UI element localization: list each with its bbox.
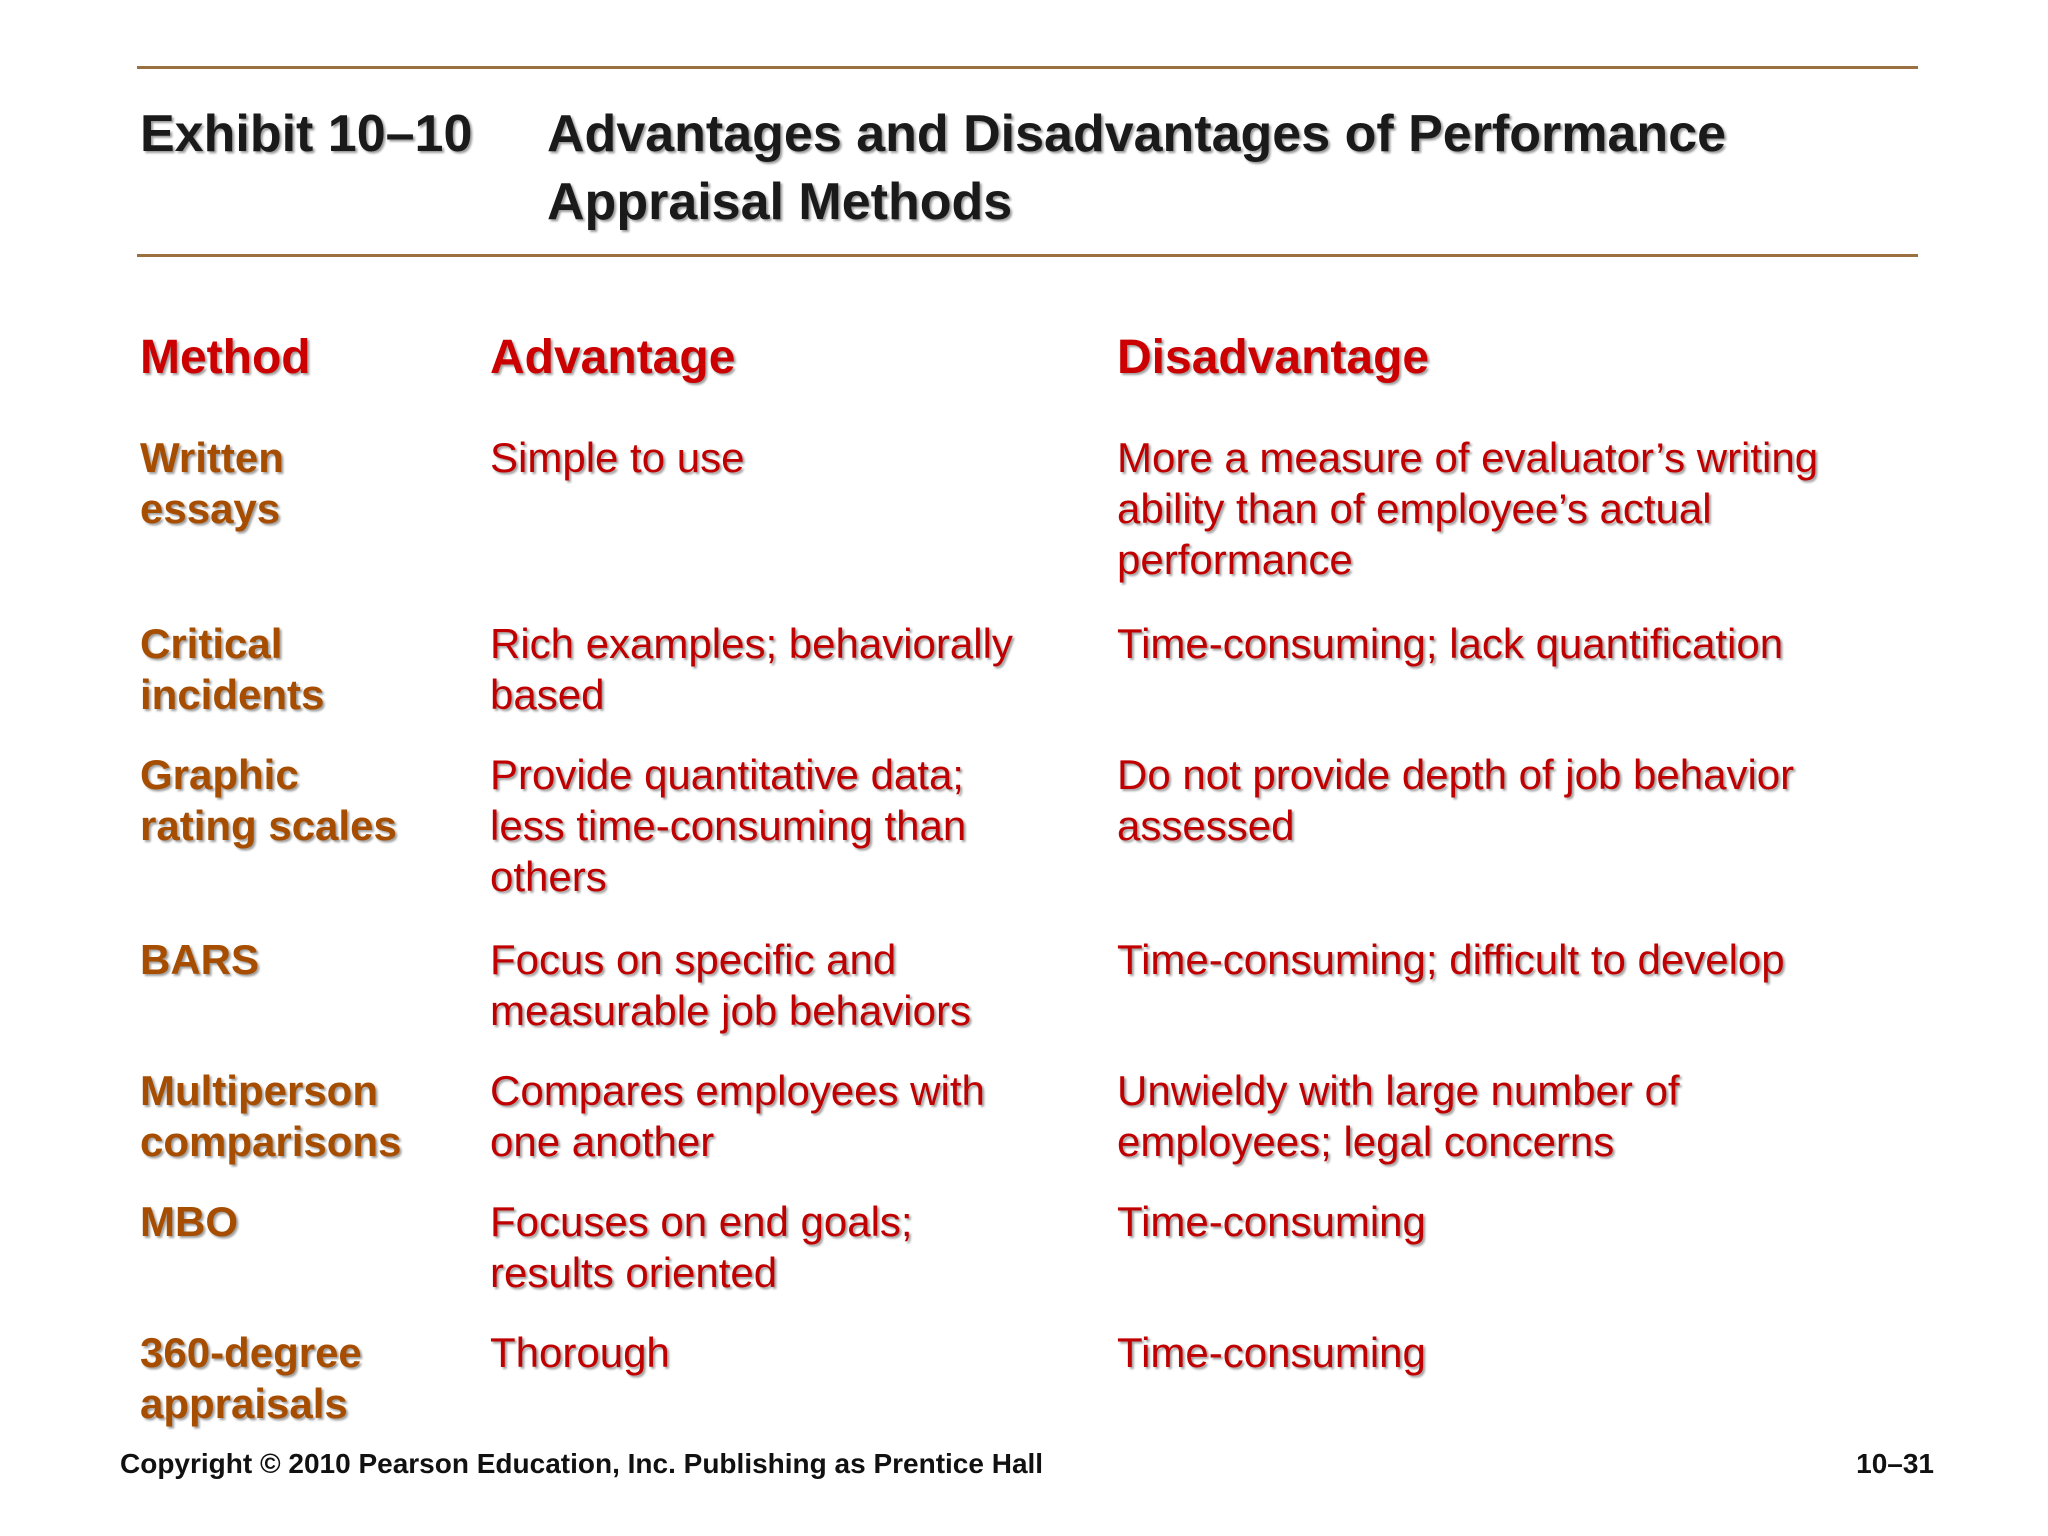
header-disadvantage: Disadvantage (1117, 331, 1430, 384)
method-cell: Multiperson comparisons (140, 1067, 402, 1165)
page-number: 10–31 (1856, 1448, 1934, 1479)
advantage-cell: Simple to use (490, 434, 745, 481)
disadvantage-cell: Time-consuming (1117, 1329, 1426, 1376)
bottom-rule (137, 254, 1918, 257)
advantage-cell: Provide quantitative data; less time-consuming than others (490, 751, 967, 900)
method-cell: Graphic rating scales (140, 751, 397, 849)
top-rule (137, 66, 1918, 69)
advantage-cell: Focuses on end goals; results oriented (490, 1198, 913, 1296)
disadvantage-cell: Time-consuming (1117, 1198, 1426, 1245)
disadvantage-cell: Time-consuming; difficult to develop (1117, 936, 1785, 983)
title-line-1: Advantages and Disadvantages of Performance (547, 105, 1727, 163)
advantage-cell: Focus on specific and measurable job behaviors (490, 936, 971, 1034)
method-cell: BARS (140, 936, 260, 983)
exhibit-number: Exhibit 10–10 (140, 105, 473, 163)
title-line-2: Appraisal Methods (547, 173, 1013, 231)
method-cell: Critical incidents (140, 620, 325, 718)
title-text (547, 100, 1947, 236)
copyright-notice: Copyright © 2010 Pearson Education, Inc. Publishing as Prentice Hall (120, 1448, 1044, 1479)
advantage-cell: Rich examples; behaviorally based (490, 620, 1013, 718)
disadvantage-cell: Do not provide depth of job behavior assessed (1117, 751, 1795, 849)
advantage-cell: Thorough (490, 1329, 670, 1376)
method-cell: MBO (140, 1198, 238, 1245)
disadvantage-cell: More a measure of evaluator’s writing ability than of employee’s actual performance (1117, 434, 1819, 583)
header-advantage: Advantage (490, 331, 736, 384)
advantage-cell: Compares employees with one another (490, 1067, 985, 1165)
method-cell: 360-degree appraisals (140, 1329, 362, 1427)
disadvantage-cell: Unwieldy with large number of employees; legal concerns (1117, 1067, 1680, 1165)
header-method: Method (140, 331, 311, 384)
method-cell: Written essays (140, 434, 284, 532)
disadvantage-cell: Time-consuming; lack quantification (1117, 620, 1784, 667)
